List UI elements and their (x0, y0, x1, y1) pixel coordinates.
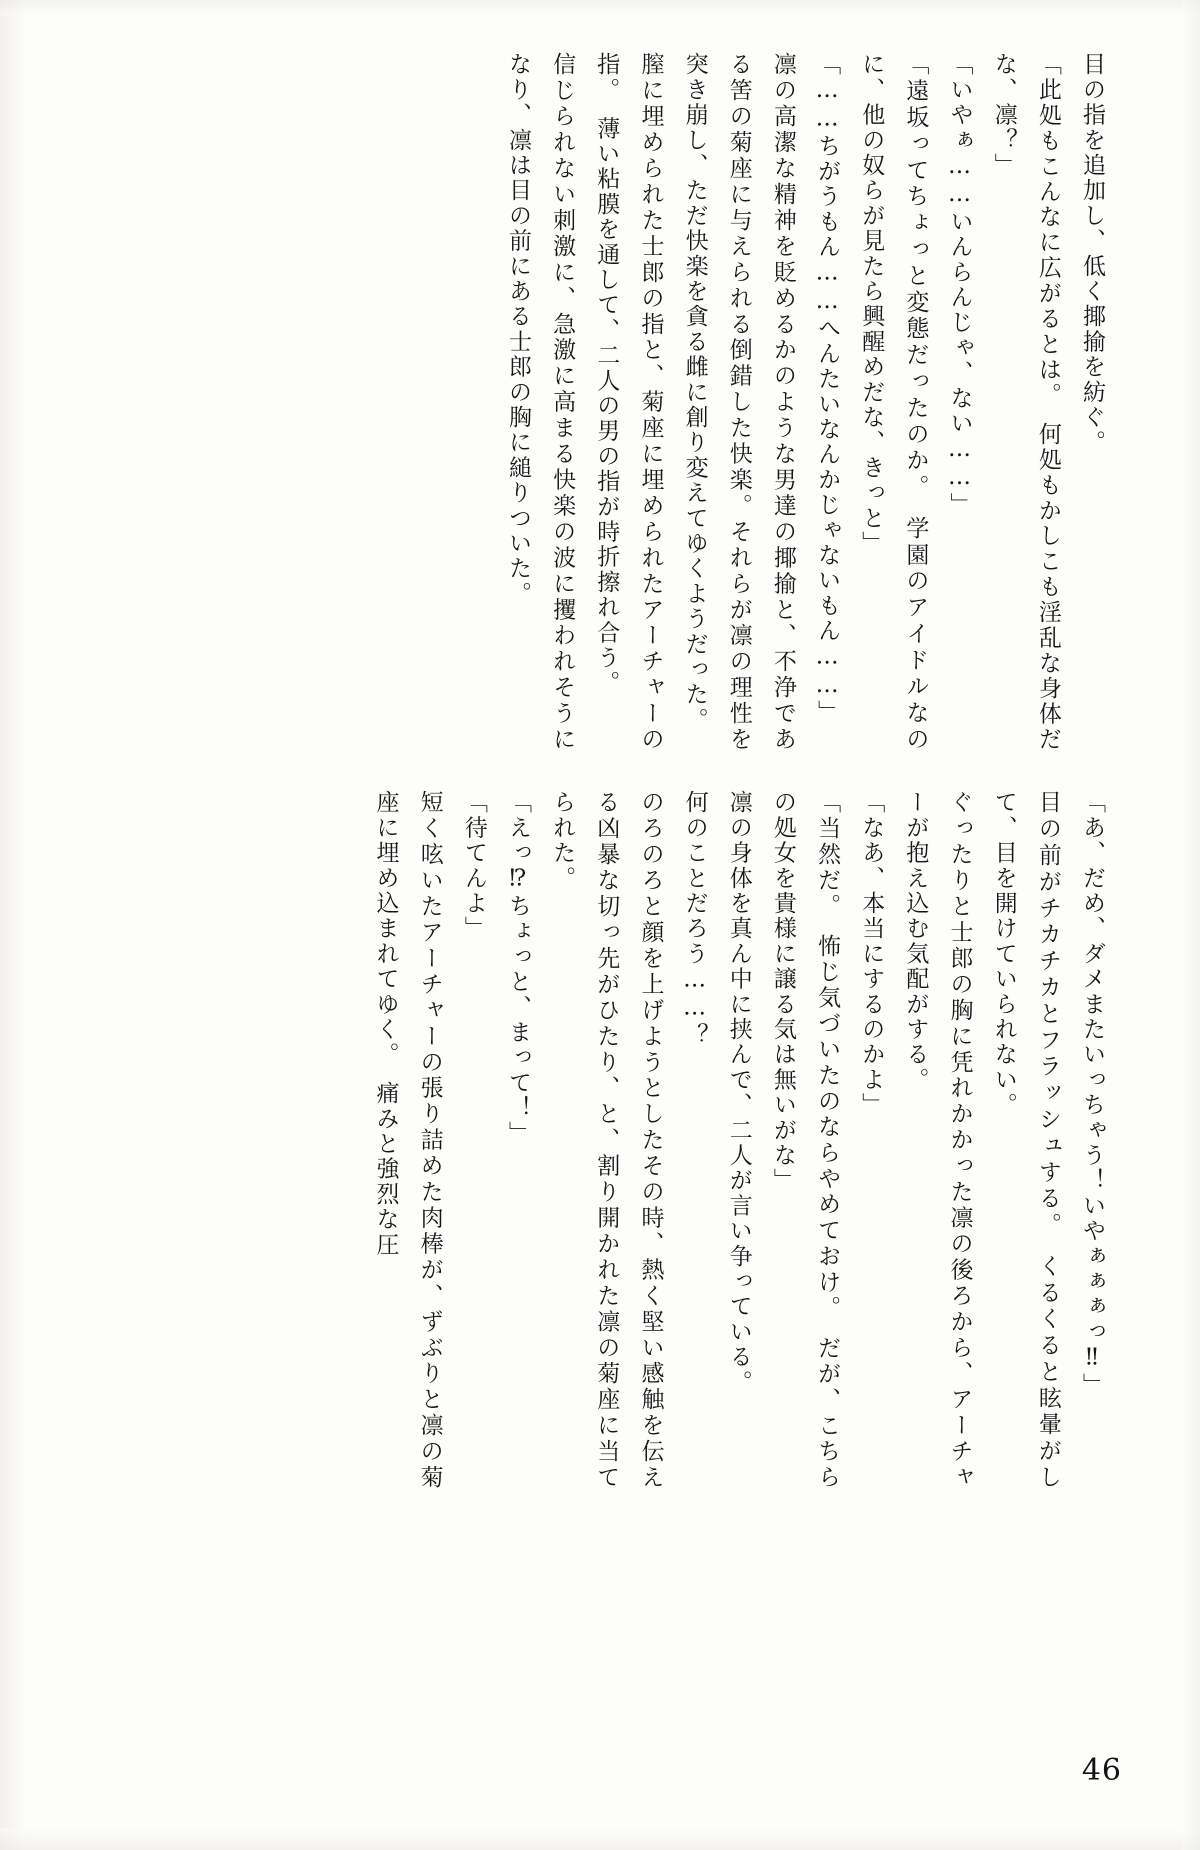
paragraph: 「いやぁ……いんらんじゃ、ない……」 (946, 52, 973, 518)
paragraph: 目の前がチカチカとフラッシュする。 くるくると眩暈がして、目を開けていられない。 (990, 790, 1061, 1490)
paragraph: 「待てんよ」 (460, 790, 487, 942)
paragraph: のろのろと顔を上げようとしたその時、熱く堅い感触を伝える凶暴な切っ先がひたり、と、割り開かれた凛の菊座に当てられた。 (549, 790, 664, 1490)
paragraph: 「あ、だめ、ダメまたいっちゃう！いやぁぁぁっ‼」 (1079, 790, 1105, 1398)
paragraph: 「えっ⁉ちょっと、まって！」 (504, 790, 531, 1146)
page-edge-left (0, 0, 26, 1850)
paragraph: 「……ちがうもん……へんたいなんかじゃないもん……」 (814, 52, 841, 726)
page-edge-top (0, 0, 1200, 16)
body-text-lower (234, 790, 1114, 1490)
paragraph: 凛の身体を真ん中に挟んで、二人が言い争っている。 (725, 790, 752, 1395)
paragraph: 「当然だ。 怖じ気づいたのならやめておけ。 だが、こちらの処女を貴様に譲る気は無いがな」 (769, 790, 841, 1490)
paragraph: 短く呟いたアーチャーの張り詰めた肉棒が、ずぶりと凛の菊座に埋め込まれてゆく。 痛みと強烈な圧 (372, 790, 443, 1490)
paragraph: 「此処もこんなに広がるとは。 何処もかしこも淫乱な身体だな、凛？」 (990, 52, 1061, 752)
paragraph: 信じられない刺激に、急激に高まる快楽の波に攫われそうになり、凛は目の前にある士郎の胸に縋りついた。 (504, 52, 576, 752)
paragraph: 膣に埋められた士郎の指と、菊座に埋められたアーチャーの指。 薄い粘膜を通して、二人の男の指が時折擦れ合う。 (593, 52, 664, 752)
page-number: 46 (1081, 1753, 1122, 1788)
body-text-upper (104, 52, 1114, 752)
paragraph: 目の指を追加し、低く揶揄を紡ぐ。 (1079, 52, 1105, 456)
paragraph: 何のことだろう……？ (681, 790, 708, 1048)
page-edge-bottom (0, 1828, 1200, 1850)
paragraph: 「なあ、本当にするのかよ」 (858, 790, 885, 1118)
paragraph: 「遠坂ってちょっと変態だったのか。 学園のアイドルなのに、他の奴らが見たら興醒めだな、きっと」 (858, 52, 929, 752)
paragraph: 凛の高潔な精神を貶めるかのような男達の揶揄と、不浄である筈の菊座に与えられる倒錯した快楽。それらが凛の理性を突き崩し、ただ快楽を貪る雌に創り変えてゆくようだった。 (681, 52, 796, 752)
page-edge-right (1182, 0, 1200, 1850)
paragraph: ぐったりと士郎の胸に凭れかかった凛の後ろから、アーチャーが抱え込む気配がする。 (902, 790, 973, 1490)
